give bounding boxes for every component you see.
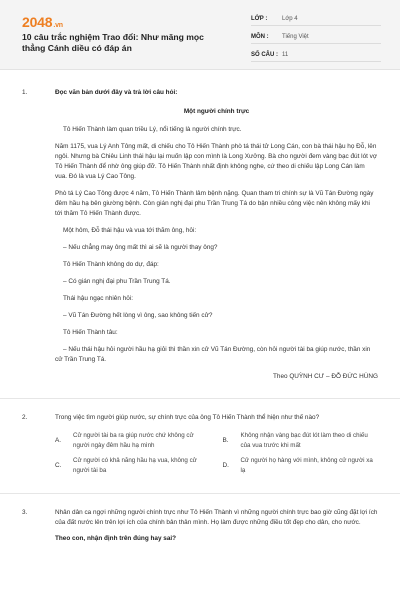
- header: [0, 0, 400, 70]
- option-text: Không nhận vàng bạc đút lót làm theo di chiếu của vua trước khi mất: [240, 432, 368, 449]
- meta-row-subject: [251, 31, 381, 44]
- passage-paragraph: Tô Hiến Thành làm quan triều Lý, nổi tiếng là người chính trực.: [63, 126, 242, 133]
- logo-tld: .vn: [53, 22, 63, 29]
- site-logo[interactable]: [22, 14, 63, 30]
- option-letter: D.: [222, 461, 229, 469]
- meta-row-count: [251, 49, 381, 62]
- answer-option-b[interactable]: [223, 431, 379, 450]
- passage-paragraph: – Có gián nghị đại phu Trần Trung Tá.: [63, 278, 171, 285]
- option-letter: C.: [55, 461, 62, 469]
- question-subprompt: Theo con, nhận định trên đúng hay sai?: [55, 535, 177, 542]
- document-title: 10 câu trắc nghiệm Trao đổi: Như măng mọc thẳng Cánh diều có đáp án: [22, 32, 204, 53]
- passage-paragraph: Tô Hiến Thành không do dự, đáp:: [63, 261, 159, 268]
- passage-paragraph: Năm 1175, vua Lý Anh Tông mất, di chiếu cho Tô Hiến Thành phò tá thái tử Long Cán, con bà thái hậu họ Đỗ, lên ngôi. Nhưng bà Chiêu Linh thái hậu lại muốn lập con mình là Long Xưởng. Bà cho người đem vàng bạc đút lót vợ Tô Hiến Thành để nhờ ông giúp đỡ. Tô Hiến Thành nhất định không nghe, cứ theo di chiếu lập Long Cán làm vua. Đó là vua Lý Cao Tông.: [55, 143, 378, 180]
- passage-paragraph: – Nếu thái hậu hỏi người hầu hạ giỏi thì thần xin cử Vũ Tán Đường, còn hỏi người tài ba giúp nước, thần xin cử Trần Trung Tá.: [55, 346, 371, 363]
- question-prompt: Trong việc tìm người giúp nước, sự chính trực của ông Tô Hiến Thành thể hiện như thế nào?: [55, 414, 320, 421]
- question-number: 3.: [22, 509, 28, 516]
- option-text: Cử người họ hàng với mình, không cử người xa lạ: [240, 457, 373, 474]
- logo-main: 2048: [22, 14, 53, 30]
- meta-key: MÔN :: [251, 34, 269, 40]
- meta-value: Lớp 4: [282, 16, 298, 22]
- option-text: Cử người tài ba ra giúp nước chứ không cử người ngày đêm hầu hạ mình: [73, 432, 194, 449]
- option-letter: A.: [55, 436, 62, 444]
- meta-key: SỐ CÂU :: [251, 52, 278, 58]
- answer-option-d[interactable]: [223, 456, 379, 475]
- passage-author: Theo QUỲNH CƯ – ĐỖ ĐỨC HÙNG: [272, 373, 378, 380]
- question-number: 1.: [22, 89, 28, 96]
- passage-paragraph: Thái hậu ngạc nhiên hỏi:: [63, 295, 133, 302]
- answer-option-a[interactable]: [55, 431, 211, 450]
- question-prompt: Đọc văn bản dưới đây và trả lời câu hỏi:: [55, 89, 178, 96]
- option-letter: B.: [222, 436, 229, 444]
- meta-row-class: [251, 13, 381, 26]
- meta-value: Tiếng Việt: [282, 34, 309, 40]
- meta-value: 11: [282, 52, 289, 58]
- meta-info: [251, 13, 381, 67]
- meta-key: LỚP :: [251, 16, 268, 22]
- question-divider: [0, 493, 400, 494]
- question-prompt: Nhân dân ca ngợi những người chính trực như Tô Hiến Thành vì những người chính trực bao giờ cũng đặt lợi ích của đất nước lên trên lợi ích của chính bản thân mình. Họ làm được những điều tốt đẹp cho dân, cho nước.: [55, 509, 378, 526]
- question-1: [0, 88, 400, 382]
- question-divider: [0, 398, 400, 399]
- passage-paragraph: Một hôm, Đỗ thái hậu và vua tới thăm ông, hỏi:: [63, 227, 197, 234]
- content: [0, 88, 400, 544]
- answer-options: [55, 431, 378, 475]
- question-number: 2.: [22, 414, 28, 421]
- passage-paragraph: – Vũ Tán Đường hết lòng vì ông, sao không tiến cử?: [63, 312, 213, 319]
- passage-paragraph: – Nếu chẳng may ông mất thì ai sẽ là người thay ông?: [63, 244, 218, 251]
- option-text: Cử người có khả năng hầu hạ vua, không cử người tài ba: [73, 457, 197, 474]
- question-3: [0, 508, 400, 544]
- answer-option-c[interactable]: [55, 456, 211, 475]
- passage-title: Một người chính trực: [183, 108, 250, 115]
- passage-paragraph: Phò tá Lý Cao Tông được 4 năm, Tô Hiến Thành lâm bệnh nặng. Quan tham tri chính sự là Vũ Tán Đường ngày đêm hầu hạ bên giường bệnh. Còn gián nghị đại phu Trần Trung Tá do bận nhiều công việc nên không mấy khi tới thăm Tô Hiến Thành được.: [55, 190, 374, 217]
- passage-paragraph: Tô Hiến Thành tâu:: [63, 329, 118, 336]
- question-2: [0, 413, 400, 475]
